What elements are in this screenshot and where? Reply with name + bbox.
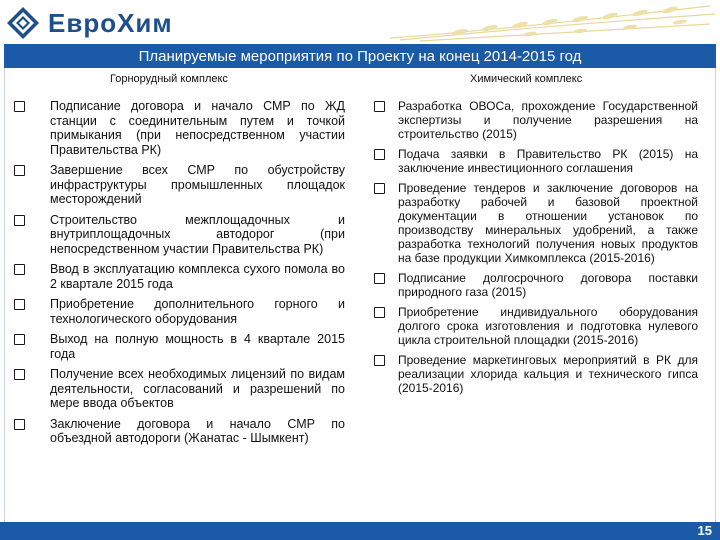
list-item: Проведение тендеров и заключение договоров на разработку рабочей и базовой проектной документации в отношении установок по производству минеральных удобрений, а также разработка технологий получения новых продуктов на базе продукции Химкомплекса (2015-2016) [370,181,698,265]
mining-complex-list [10,99,345,452]
list-item: Приобретение дополнительного горного и технологического оборудования [10,297,345,326]
checkbox-bullet-icon [14,215,25,226]
eurochem-logo-icon [6,6,40,40]
logo-text: ЕвроХим [48,7,173,38]
checkbox-bullet-icon [14,369,25,380]
checkbox-bullet-icon [14,101,25,112]
wheat-decoration-icon [380,0,720,42]
checkbox-bullet-icon [374,355,385,366]
checkbox-bullet-icon [374,273,385,284]
list-item: Завершение всех СМР по обустройству инфраструктуры промышленных площадок месторождений [10,163,345,207]
checkbox-bullet-icon [374,307,385,318]
header [0,0,720,44]
checkbox-bullet-icon [374,149,385,160]
list-item: Подписание долгосрочного договора поставки природного газа (2015) [370,271,698,299]
list-item: Получение всех необходимых лицензий по видам деятельности, согласований и разрешений по мере ввода объектов [10,367,345,411]
list-item: Строительство межплощадочных и внутриплощадочных автодорог (при непосредственном участии Правительства РК) [10,213,345,257]
checkbox-bullet-icon [374,101,385,112]
logo [6,4,196,42]
right-column-heading: Химический комплекс [470,73,583,85]
checkbox-bullet-icon [14,299,25,310]
slide-title: Планируемые мероприятия по Проекту на конец 2014-2015 год [138,47,582,65]
footer-bar [0,522,720,540]
list-item: Разработка ОВОСа, прохождение Государственной экспертизы и получение разрешения на строительство (2015) [370,99,698,141]
checkbox-bullet-icon [14,165,25,176]
checkbox-bullet-icon [14,334,25,345]
list-item: Ввод в эксплуатацию комплекса сухого помола во 2 квартале 2015 года [10,262,345,291]
list-item: Проведение маркетинговых мероприятий в РК для реализации хлорида кальция и технического гипса (2015-2016) [370,353,698,395]
checkbox-bullet-icon [14,419,25,430]
checkbox-bullet-icon [374,183,385,194]
list-item: Подписание договора и начало СМР по ЖД станции с соединительным путем и точкой примыкания (при непосредственном участии Правительства РК) [10,99,345,157]
page-number: 15 [697,523,712,538]
left-column-heading: Горнорудный комплекс [110,73,228,85]
list-item: Заключение договора и начало СМР по объездной автодороги (Жанатас - Шымкент) [10,417,345,446]
slide-title-bar [4,44,716,68]
list-item: Приобретение индивидуального оборудования долгого срока изготовления и подготовка нулевого цикла строительной площадки (2015-2016) [370,305,698,347]
list-item: Выход на полную мощность в 4 квартале 2015 года [10,332,345,361]
checkbox-bullet-icon [14,264,25,275]
chemical-complex-list [370,99,698,401]
list-item: Подача заявки в Правительство РК (2015) на заключение инвестиционного соглашения [370,147,698,175]
